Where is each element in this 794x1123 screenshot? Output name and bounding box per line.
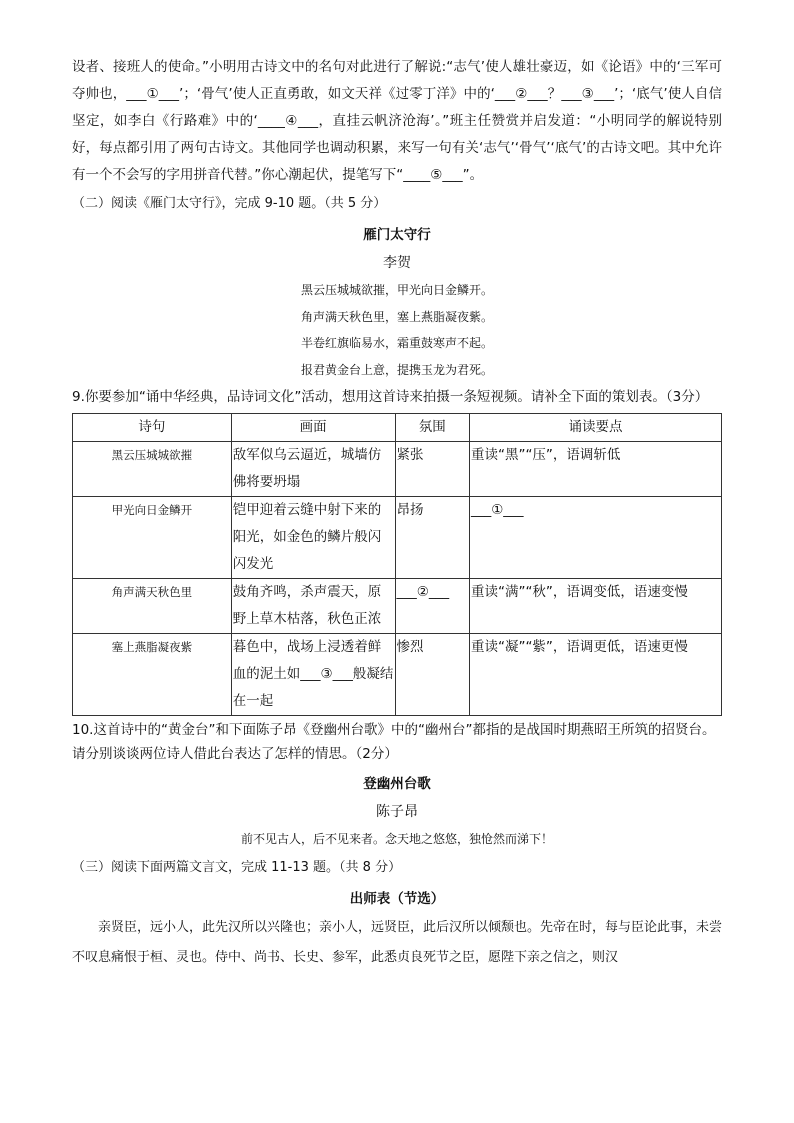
header-poem-line: 诗句 — [73, 414, 232, 442]
table-header-row — [73, 414, 722, 442]
header-scene: 画面 — [231, 414, 395, 442]
poem-1-line: 角声满天秋色里，塞上燕脂凝夜紫。 — [300, 309, 493, 324]
planning-table — [72, 413, 722, 716]
poem-2 — [72, 770, 722, 853]
cell-scene: 铠甲迎着云缝中射下来的阳光，如金色的鳞片般闪闪发光 — [231, 497, 395, 579]
classical-text-title: 出师表（节选） — [349, 890, 445, 907]
table-row — [73, 634, 722, 716]
intro-paragraph: 设者、接班人的使命。”小明用古诗文中的名句对此进行了解说:“志气’使人雄壮豪迈，如《论语》中的‘三军可夺帅也，___①___’；‘骨气’使人正直勇敢，如文天祥《过零丁洋》中的‘___②___？___③___’；‘底气’使人自信坚定，如李白《行路难》中的‘____④___，直挂云帆济沧海’。”班主任赞赏并启发道：“小明同学的解说特别好，每点都引用了两句古诗文。其他同学也调动积累，来写一句有关‘志气’‘骨气’‘底气’的古诗文吧。其中允许有一个不会写的字用拼音代替。”你心潮起伏，提笔写下“____⑤___”。 — [72, 59, 722, 183]
question-10: 10.这首诗中的“黄金台”和下面陈子昂《登幽州台歌》中的“幽州台”都指的是战国时期燕昭王所筑的招贤台。请分别谈谈两位诗人借此台表达了怎样的情思。（2分） — [72, 722, 716, 762]
poem-1 — [72, 221, 722, 383]
cell-scene-with-blank[interactable]: 暮色中，战场上浸透着鲜血的泥土如___③___般凝结在一起 — [231, 634, 395, 716]
cell-atmosphere-blank[interactable]: ___②___ — [395, 579, 469, 634]
cell-atmosphere: 昂扬 — [395, 497, 469, 579]
question-9: 9.你要参加“诵中华经典，品诗词文化”活动，想用这首诗来拍摄一条短视频。请补全下面的策划表。（3分） — [72, 389, 709, 405]
table-row — [73, 579, 722, 634]
cell-reading-points: 重读“黑”“压”，语调斩低 — [469, 442, 721, 497]
cell-scene: 鼓角齐鸣，杀声震天，原野上草木枯落，秋色正浓 — [231, 579, 395, 634]
table-row — [73, 497, 722, 579]
poem-2-author: 陈子昂 — [376, 804, 418, 820]
poem-1-author: 李贺 — [383, 255, 411, 271]
cell-atmosphere: 紧张 — [395, 442, 469, 497]
header-reading-points: 诵读要点 — [469, 414, 721, 442]
section-3-heading: （三）阅读下面两篇文言文，完成 11-13 题。（共 8 分） — [72, 859, 402, 875]
cell-reading-points: 重读“凝”“紫”，语调更低，语速更慢 — [469, 634, 721, 716]
poem-1-line: 黑云压城城欲摧，甲光向日金鳞开。 — [300, 283, 493, 297]
cell-reading-points: 重读“满”“秋”，语调变低，语速变慢 — [469, 579, 721, 634]
cell-reading-points-blank[interactable]: ___①___ — [469, 497, 721, 579]
cell-poem-line: 角声满天秋色里 — [73, 579, 232, 634]
poem-1-line: 报君黄金台上意，提携玉龙为君死。 — [300, 362, 493, 377]
table-row — [73, 442, 722, 497]
cell-scene: 敌军似乌云逼近，城墙仿佛将要坍塌 — [231, 442, 395, 497]
section-2-heading: （二）阅读《雁门太守行》，完成 9-10 题。（共 5 分） — [72, 196, 387, 211]
cell-poem-line: 甲光向日金鳞开 — [73, 497, 232, 579]
exam-page — [72, 54, 722, 973]
header-atmosphere: 氛围 — [395, 414, 469, 442]
poem-2-line: 前不见古人，后不见来者。念天地之悠悠，独怆然而涕下！ — [240, 832, 553, 846]
poem-1-line: 半卷红旗临易水，霜重鼓寒声不起。 — [300, 336, 493, 350]
classical-text-body: 亲贤臣，远小人，此先汉所以兴隆也；亲小人，远贤臣，此后汉所以倾颓也。先帝在时，每与臣论此事，未尝不叹息痛恨于桓、灵也。侍中、尚书、长史、参军，此悉贞良死节之臣，愿陛下亲之信之，则汉 — [72, 919, 723, 965]
cell-poem-line: 塞上燕脂凝夜紫 — [73, 634, 232, 716]
cell-atmosphere: 惨烈 — [395, 634, 469, 716]
poem-1-title: 雁门太守行 — [363, 227, 431, 243]
cell-poem-line: 黑云压城城欲摧 — [73, 442, 232, 497]
poem-2-title: 登幽州台歌 — [363, 776, 431, 792]
